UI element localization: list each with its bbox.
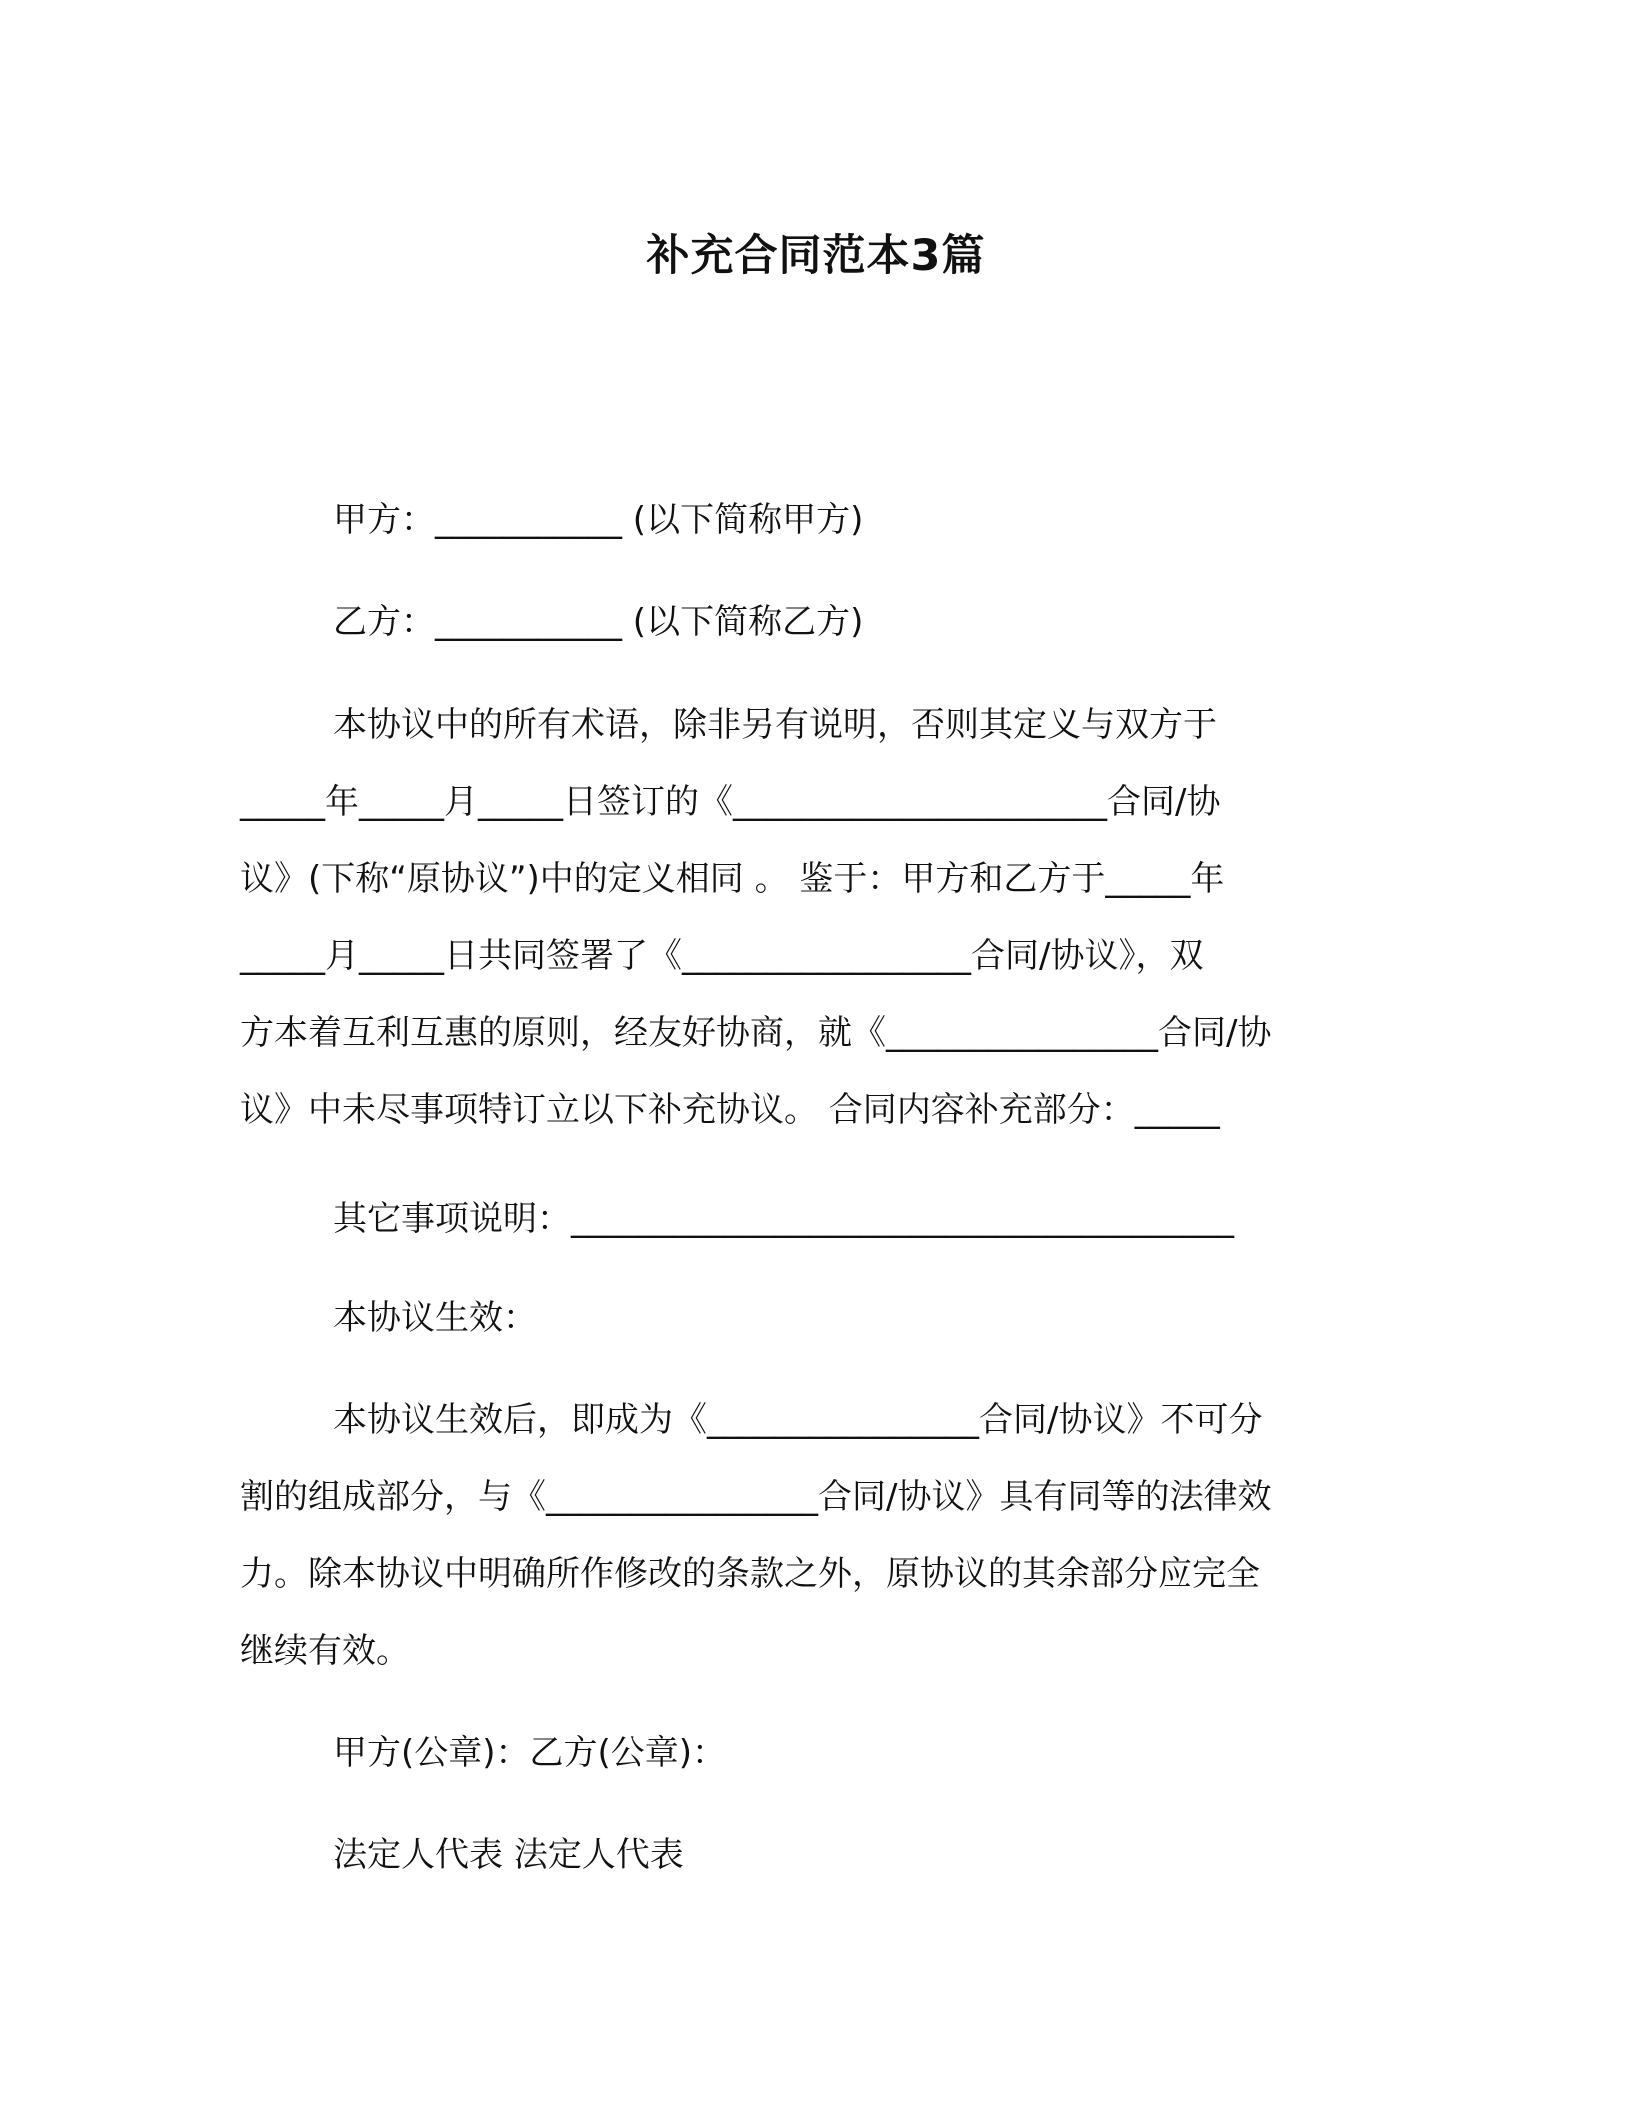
- paragraph-1-line-2: _____年_____月_____日签订的《______________________合同/协: [240, 782, 1221, 822]
- seal-line: 甲方(公章)：乙方(公章)：: [333, 1733, 727, 1773]
- paragraph-2-line-1: 本协议生效后，即成为《________________合同/协议》不可分: [333, 1400, 1263, 1440]
- paragraph-1-line-3: 议》(下称“原协议”)中的定义相同 。 鉴于：甲方和乙方于_____年: [240, 859, 1225, 899]
- paragraph-1-line-5: 方本着互利互惠的原则，经友好协商，就《________________合同/协: [240, 1013, 1272, 1053]
- effective-heading: 本协议生效：: [333, 1298, 537, 1338]
- paragraph-1-line-1: 本协议中的所有术语，除非另有说明，否则其定义与双方于: [333, 705, 1217, 745]
- party-b-line: 乙方：___________ (以下简称乙方): [333, 602, 864, 642]
- paragraph-2-line-4: 继续有效。: [240, 1631, 410, 1671]
- legal-representative-line: 法定人代表 法定人代表: [333, 1835, 684, 1875]
- paragraph-1-line-4: _____月_____日共同签署了《_________________合同/协议》，双: [240, 936, 1204, 976]
- document-title: 补充合同范本3篇: [646, 231, 986, 281]
- other-matters-line: 其它事项说明：_______________________________________: [333, 1199, 1234, 1239]
- party-a-line: 甲方：___________ (以下简称甲方): [333, 500, 864, 540]
- paragraph-2-line-3: 力。除本协议中明确所作修改的条款之外，原协议的其余部分应完全: [240, 1554, 1260, 1594]
- paragraph-2-line-2: 割的组成部分，与《________________合同/协议》具有同等的法律效: [240, 1477, 1272, 1517]
- paragraph-1-line-6: 议》中未尽事项特订立以下补充协议。 合同内容补充部分：_____: [240, 1090, 1220, 1130]
